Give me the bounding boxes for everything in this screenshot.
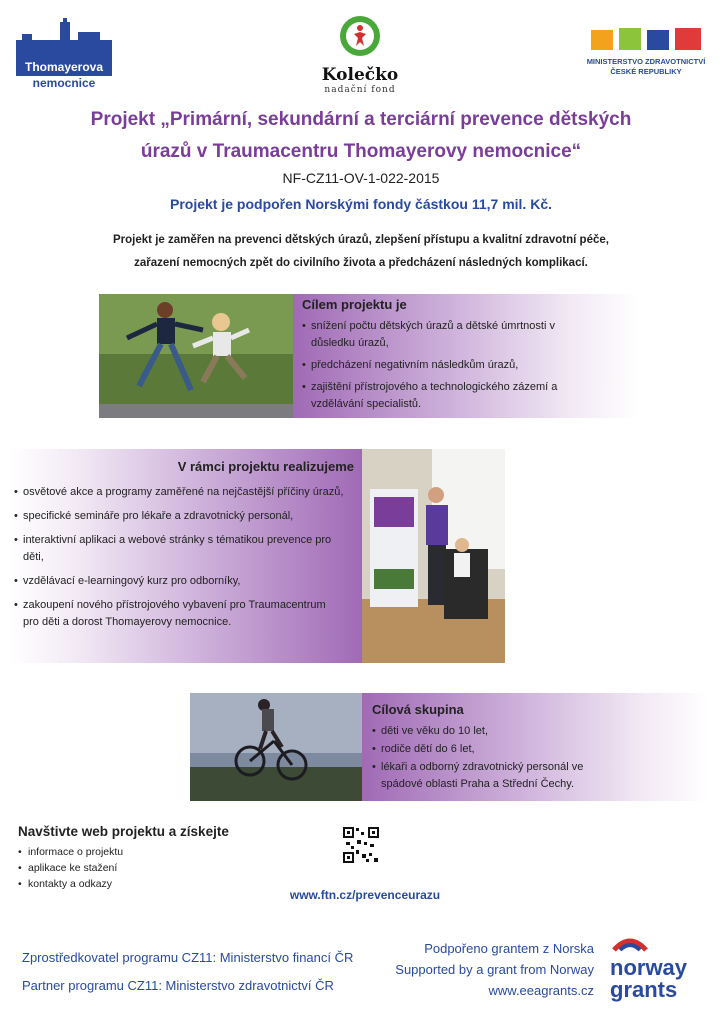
thomayer-logo-line1: Thomayerova [16,58,112,76]
footer-right-line1: Podpořeno grantem z Norska [424,941,594,956]
visit-list [18,845,238,893]
goals-heading: Cílem projektu je [302,297,407,312]
kolecko-sub: nadační fond [324,85,396,95]
kolecko-logo [310,14,410,96]
list-item: • specifické semináře pro lékaře a zdravotnický personál, [14,508,354,525]
list-item: • interaktivní aplikaci a webové stránky s tématikou prevence pro děti, [14,532,354,566]
target-content [372,702,672,798]
list-item: • rodiče dětí do 6 let, [372,741,672,758]
kolecko-name: Kolečko [321,65,399,85]
list-item: • snížení počtu dětských úrazů a dětské úmrtnosti v důsledku úrazů, [302,318,602,352]
goals-content [302,297,602,418]
thomayer-logo [16,18,112,90]
hospital-building-icon [16,18,112,60]
list-item: • předcházení negativním následkům úrazů, [302,357,602,374]
intro-line1: Projekt je zaměřen na prevenci dětských úrazů, zlepšení přístupu a kvalitní zdravotní péče, [113,234,609,246]
list-item: • zajištění přístrojového a technologického zázemí a vzdělávání specialistů. [302,379,602,413]
ministry-line2: ČESKÉ REPUBLIKY [610,67,682,76]
activities-heading: V rámci projektu realizujeme [177,459,354,474]
title-line1: Projekt „Primární, sekundární a terciární prevence dětských [90,109,632,130]
kolecko-figure-icon [338,14,382,58]
ministry-mark-icon [587,26,705,52]
funding-statement: Projekt je podpořen Norskými fondy částkou 11,7 mil. Kč. [170,196,552,212]
list-item: • kontakty a odkazy [18,877,238,892]
footer-left-line1: Zprostředkovatel programu CZ11: Ministerstvo financí ČR [22,950,354,965]
footer-right-line2: Supported by a grant from Norway [395,962,594,977]
title-line2: úrazů v Traumacentru Thomayerovy nemocnice“ [140,141,582,162]
photo-jumping-kids [99,294,293,418]
ministry-logo [584,26,708,86]
intro-text [60,229,662,275]
page-title [20,104,702,168]
target-heading: Cílová skupina [372,702,464,717]
footer-left-line2: Partner programu CZ11: Ministerstvo zdravotnictví ČR [22,978,334,993]
list-item: • osvětové akce a programy zaměřené na nejčastější příčiny úrazů, [14,484,354,501]
list-item: • informace o projektu [18,845,238,860]
list-item: • lékaři a odborný zdravotnický personál ve spádové oblasti Praha a Střední Čechy. [372,759,672,793]
footer-right [360,938,594,1001]
photo-bmx-rider [190,693,362,801]
list-item: • aplikace ke stažení [18,861,238,876]
norway-grants-logo [610,936,710,1006]
visit-heading: Navštivte web projektu a získejte [18,824,229,839]
ministry-line1: MINISTERSTVO ZDRAVOTNICTVÍ [586,57,706,66]
thomayer-logo-line2: nemocnice [32,76,96,90]
activities-content [14,459,354,636]
goals-list [302,318,602,413]
footer-left [22,944,353,1000]
grants-text: grants [610,977,678,1002]
project-url-link[interactable]: www.ftn.cz/prevenceurazu [289,888,441,902]
qr-code-icon[interactable] [342,826,380,864]
norway-text: norway [610,955,688,980]
list-item: • vzdělávací e-learningový kurz pro odborníky, [14,573,354,590]
project-code: NF-CZ11-OV-1-022-2015 [282,170,440,186]
target-list [372,723,672,793]
activities-list [14,484,354,631]
list-item: • děti ve věku do 10 let, [372,723,672,740]
eeagrants-link[interactable]: www.eeagrants.cz [488,983,594,998]
list-item: • zakoupení nového přístrojového vybavení pro Traumacentrum pro děti a dorost Thomayerovy nemocnice. [14,597,354,631]
norway-flag-arc-icon [610,936,650,952]
photo-exhibition [362,449,505,663]
intro-line2: zařazení nemocných zpět do civilního života a předcházení následných komplikací. [134,257,588,269]
